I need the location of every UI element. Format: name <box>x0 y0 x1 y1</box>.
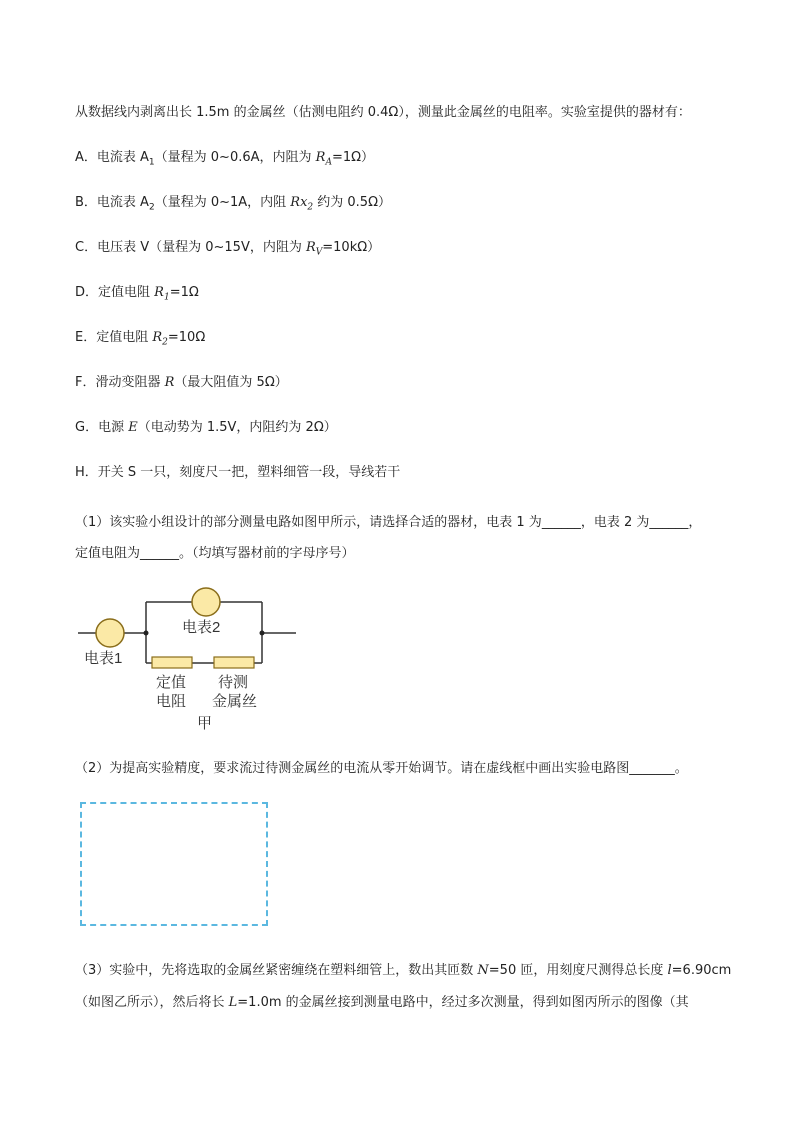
q2-text: （2）为提高实验精度，要求流过待测金属丝的电流从零开始调节。请在虚线框中画出实验电路图 <box>75 761 630 776</box>
item-e-sub: 2 <box>162 337 168 348</box>
item-a-text-1: A．电流表 A <box>75 150 149 165</box>
q3-text-2: =50 匝，用刻度尺测得总长度 <box>488 963 668 978</box>
q3-var-n: N <box>477 963 489 978</box>
item-b-sub-1: 2 <box>148 202 155 213</box>
q3-var-l: l <box>667 963 672 978</box>
q2-end: 。 <box>674 761 688 776</box>
metal-wire-label-2: 金属丝 <box>212 693 258 710</box>
junction-dot-right <box>260 631 265 636</box>
q1-text-5: 。（均填写器材前的字母序号） <box>179 546 355 561</box>
q2-blank[interactable]: _______ <box>629 761 675 776</box>
q1-blank-3[interactable]: ______ <box>140 546 180 561</box>
item-b-text-3: 约为 0.5Ω） <box>313 195 392 210</box>
item-b-text-1: B．电流表 A <box>75 195 149 210</box>
item-a-text-3: =1Ω） <box>331 150 375 165</box>
q3-var-L: L <box>228 995 238 1010</box>
item-f-text-1: F．滑动变阻器 <box>75 375 165 390</box>
item-g-text-1: G．电源 <box>75 420 129 435</box>
fixed-resistor-label-1: 定值 <box>156 674 187 691</box>
q3-text-5: =1.0m 的金属丝接到测量电路中，经过多次测量，得到如图丙所示的图像（其 <box>237 995 689 1010</box>
item-a-var: R <box>315 150 326 165</box>
item-a-text-2: （量程为 0~0.6A，内阻为 <box>154 150 316 165</box>
junction-dot-left <box>144 631 149 636</box>
item-f <box>75 374 288 392</box>
item-f-var: R <box>164 375 175 390</box>
q3-text-3: =6.90cm <box>671 963 732 978</box>
fixed-resistor-label-2: 电阻 <box>156 693 187 710</box>
item-a-sub-1: 1 <box>148 157 155 168</box>
q3-text-4: （如图乙所示），然后将长 <box>75 995 229 1010</box>
intro-text: 从数据线内剥离出长 1.5m 的金属丝（估测电阻约 0.4Ω），测量此金属丝的电阻率。实验室提供的器材有： <box>75 105 691 120</box>
intro-line <box>75 104 691 122</box>
answer-drawing-box[interactable] <box>80 802 268 926</box>
question-2 <box>75 760 688 778</box>
metal-wire-label-1: 待测 <box>218 674 249 691</box>
item-a <box>75 149 374 172</box>
item-e-text-2: =10Ω <box>167 330 206 345</box>
item-b <box>75 194 391 217</box>
q3-text-1: （3）实验中，先将选取的金属丝紧密缠绕在塑料细管上，数出其匝数 <box>75 963 478 978</box>
item-a-sub-2: A <box>325 157 332 168</box>
q1-text-2: ，电表 2 为 <box>580 515 650 530</box>
q1-blank-1[interactable]: ______ <box>541 515 581 530</box>
question-3-line-2 <box>75 994 689 1012</box>
item-h <box>75 464 400 482</box>
item-d-var: R <box>154 285 164 300</box>
meter-1-icon <box>96 619 124 647</box>
figure-caption: 甲 <box>197 715 213 732</box>
q1-blank-2[interactable]: ______ <box>649 515 689 530</box>
item-b-text-2: （量程为 0~1A，内阻 <box>154 195 291 210</box>
item-e-var: R <box>152 330 163 345</box>
question-3-line-1 <box>75 962 731 980</box>
item-c-sub: V <box>315 247 323 258</box>
item-d-sub: 1 <box>163 292 170 303</box>
item-d-text-2: =1Ω <box>169 285 199 300</box>
question-1-line-2 <box>75 545 355 563</box>
item-g-text-2: （电动势为 1.5V，内阻约为 2Ω） <box>137 420 337 435</box>
q1-text-1: （1）该实验小组设计的部分测量电路如图甲所示，请选择合适的器材，电表 1 为 <box>75 515 542 530</box>
item-b-sub-2: 2 <box>307 202 314 213</box>
q1-text-3: ， <box>688 515 702 530</box>
q1-text-4: 定值电阻为 <box>75 546 141 561</box>
item-e <box>75 329 205 352</box>
item-c-text-2: =10kΩ） <box>322 240 381 255</box>
item-g <box>75 419 337 437</box>
item-g-var: E <box>128 420 138 435</box>
circuit-diagram <box>70 583 310 733</box>
fixed-resistor-icon <box>152 657 192 668</box>
meter-2-icon <box>192 588 220 616</box>
item-c-var: R <box>305 240 316 255</box>
item-h-text: H．开关 S 一只，刻度尺一把，塑料细管一段，导线若干 <box>75 465 401 480</box>
meter-2-label: 电表2 <box>182 619 221 636</box>
item-e-text-1: E．定值电阻 <box>75 330 153 345</box>
item-d-text-1: D．定值电阻 <box>75 285 155 300</box>
item-c <box>75 239 380 262</box>
item-b-var: Rx <box>290 195 308 210</box>
item-d <box>75 284 199 307</box>
meter-1-label: 电表1 <box>84 650 123 667</box>
question-1-line-1 <box>75 514 701 532</box>
item-f-text-2: （最大阻值为 5Ω） <box>174 375 288 390</box>
item-c-text-1: C．电压表 V（量程为 0~15V，内阻为 <box>75 240 306 255</box>
metal-wire-resistor-icon <box>214 657 254 668</box>
